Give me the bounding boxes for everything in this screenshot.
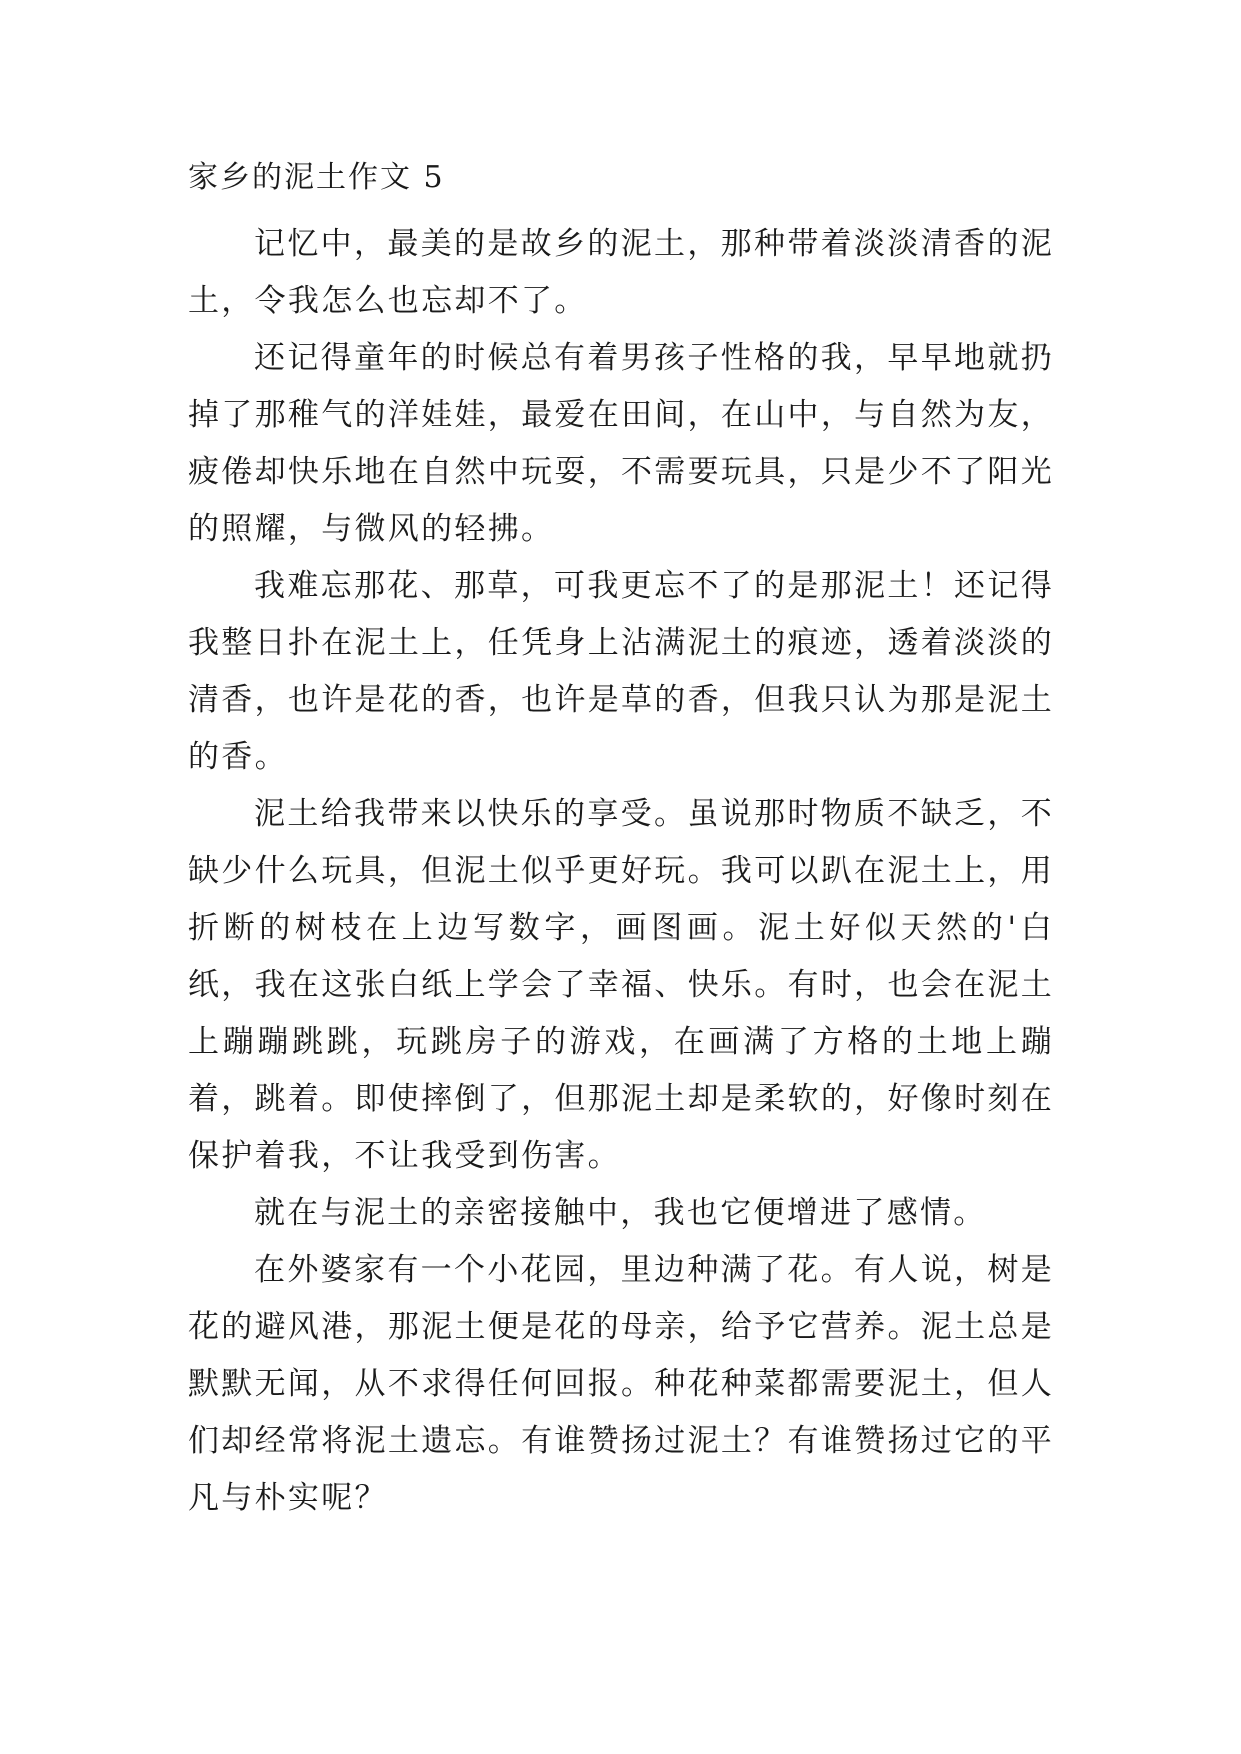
paragraph-6: 在外婆家有一个小花园，里边种满了花。有人说，树是花的避风港，那泥土便是花的母亲，给予它营养。泥土总是默默无闻，从不求得任何回报。种花种菜都需要泥土，但人们却经常将泥土遗忘。有谁赞扬过泥土？有谁赞扬过它的平凡与朴实呢？ — [188, 1252, 1054, 1516]
paragraph-5: 就在与泥土的亲密接触中，我也它便增进了感情。 — [254, 1195, 987, 1231]
paragraph-3: 我难忘那花、那草，可我更忘不了的是那泥土！还记得我整日扑在泥土上，任凭身上沾满泥土的痕迹，透着淡淡的清香，也许是花的香，也许是草的香，但我只认为那是泥土的香。 — [188, 568, 1054, 775]
document-body — [188, 158, 1054, 1527]
document-title: 家乡的泥土作文 5 — [188, 160, 445, 195]
paragraph-1: 记忆中，最美的是故乡的泥土，那种带着淡淡清香的泥土，令我怎么也忘却不了。 — [188, 226, 1054, 319]
paragraph-2: 还记得童年的时候总有着男孩子性格的我，早早地就扔掉了那稚气的洋娃娃，最爱在田间，在山中，与自然为友，疲倦却快乐地在自然中玩耍，不需要玩具，只是少不了阳光的照耀，与微风的轻拂。 — [188, 340, 1054, 547]
paragraph-4: 泥土给我带来以快乐的享受。虽说那时物质不缺乏，不缺少什么玩具，但泥土似乎更好玩。我可以趴在泥土上，用折断的树枝在上边写数字，画图画。泥土好似天然的'白纸，我在这张白纸上学会了幸福、快乐。有时，也会在泥土上蹦蹦跳跳，玩跳房子的游戏，在画满了方格的土地上蹦着，跳着。即使摔倒了，但那泥土却是柔软的，好像时刻在保护着我，不让我受到伤害。 — [188, 796, 1054, 1174]
